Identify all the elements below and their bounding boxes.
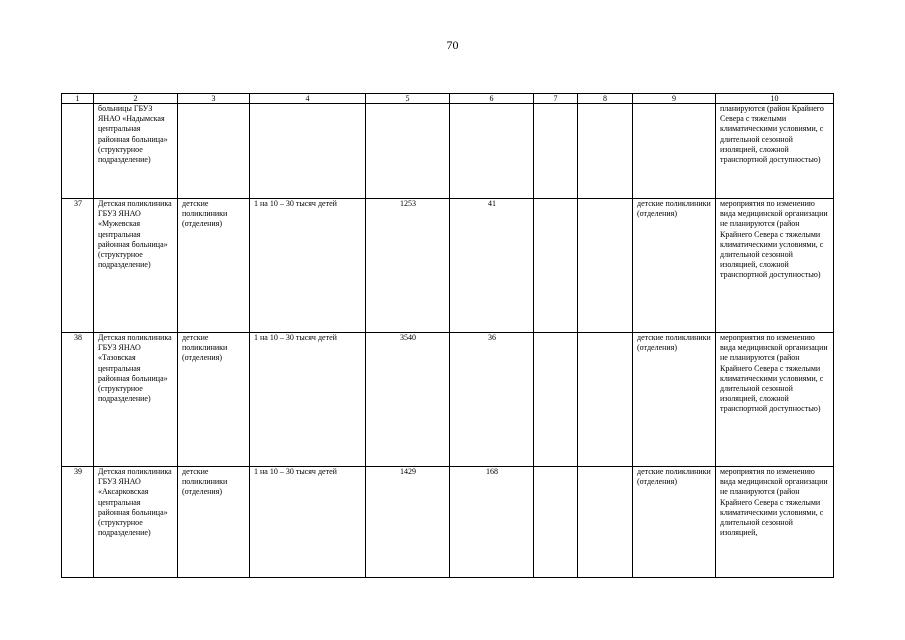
value-cell-col7 xyxy=(534,467,578,578)
value-cell-col5: 3540 xyxy=(366,333,450,467)
value-cell-col6: 36 xyxy=(450,333,534,467)
column-header: 6 xyxy=(450,94,534,104)
planned-type-cell: детские поликлиники (отделения) xyxy=(633,467,716,578)
column-header: 3 xyxy=(178,94,250,104)
planned-type-cell: детские поликлиники (отделения) xyxy=(633,333,716,467)
column-header: 9 xyxy=(633,94,716,104)
norm-cell: 1 на 10 – 30 тысяч детей xyxy=(250,333,366,467)
column-header: 5 xyxy=(366,94,450,104)
institution-type-cell: детские поликлиники (отделения) xyxy=(178,199,250,333)
table-cell xyxy=(534,104,578,199)
table-cell xyxy=(578,104,633,199)
row-number-cell: 37 xyxy=(62,199,94,333)
row-number-cell: 38 xyxy=(62,333,94,467)
notes-cell: мероприятия по изменению вида медицинской организации не планируются (район Крайнего Севера с тяжелыми климатическими условиями, с длительной сезонной изоляцией, xyxy=(716,467,834,578)
value-cell-col8 xyxy=(578,333,633,467)
institution-type-cell: детские поликлиники (отделения) xyxy=(178,333,250,467)
norm-cell: 1 на 10 – 30 тысяч детей xyxy=(250,199,366,333)
value-cell-col7 xyxy=(534,333,578,467)
table-row xyxy=(62,199,834,333)
table-cell xyxy=(250,104,366,199)
value-cell-col6: 41 xyxy=(450,199,534,333)
notes-cell: мероприятия по изменению вида медицинской организации не планируются (район Крайнего Севера с тяжелыми климатическими условиями, с длительной сезонной изоляцией, сложной транспортной доступностью) xyxy=(716,333,834,467)
table-header-row xyxy=(62,94,834,104)
institution-type-cell: детские поликлиники (отделения) xyxy=(178,467,250,578)
page-number: 70 xyxy=(446,38,459,52)
value-cell-col5: 1429 xyxy=(366,467,450,578)
table-row xyxy=(62,467,834,578)
table-cell xyxy=(633,104,716,199)
column-header: 8 xyxy=(578,94,633,104)
notes-cell: мероприятия по изменению вида медицинской организации не планируются (район Крайнего Севера с тяжелыми климатическими условиями, с длительной сезонной изоляцией, сложной транспортной доступностью) xyxy=(716,199,834,333)
column-header: 1 xyxy=(62,94,94,104)
value-cell-col7 xyxy=(534,199,578,333)
value-cell-col6: 168 xyxy=(450,467,534,578)
institution-name-cell: больницы ГБУЗ ЯНАО «Надымская центральная районная больница» (структурное подразделение) xyxy=(94,104,178,199)
institution-name-cell: Детская поликлиника ГБУЗ ЯНАО «Тазовская центральная районная больница» (структурное подразделение) xyxy=(94,333,178,467)
column-header: 2 xyxy=(94,94,178,104)
column-header: 4 xyxy=(250,94,366,104)
table-row xyxy=(62,333,834,467)
value-cell-col8 xyxy=(578,199,633,333)
institution-name-cell: Детская поликлиника ГБУЗ ЯНАО «Мужевская центральная районная больница» (структурное подразделение) xyxy=(94,199,178,333)
value-cell-col5: 1253 xyxy=(366,199,450,333)
table-row-continuation xyxy=(62,104,834,199)
table-cell xyxy=(450,104,534,199)
notes-cell: планируются (район Крайнего Севера с тяжелыми климатическими условиями, с длительной сезонной изоляцией, сложной транспортной доступностью) xyxy=(716,104,834,199)
table-cell xyxy=(178,104,250,199)
table-cell xyxy=(366,104,450,199)
row-number-cell: 39 xyxy=(62,467,94,578)
table-cell xyxy=(62,104,94,199)
planned-type-cell: детские поликлиники (отделения) xyxy=(633,199,716,333)
column-header: 10 xyxy=(716,94,834,104)
value-cell-col8 xyxy=(578,467,633,578)
institution-name-cell: Детская поликлиника ГБУЗ ЯНАО «Аксарковская центральная районная больница» (структурное подразделение) xyxy=(94,467,178,578)
column-header: 7 xyxy=(534,94,578,104)
data-table xyxy=(61,93,834,578)
norm-cell: 1 на 10 – 30 тысяч детей xyxy=(250,467,366,578)
